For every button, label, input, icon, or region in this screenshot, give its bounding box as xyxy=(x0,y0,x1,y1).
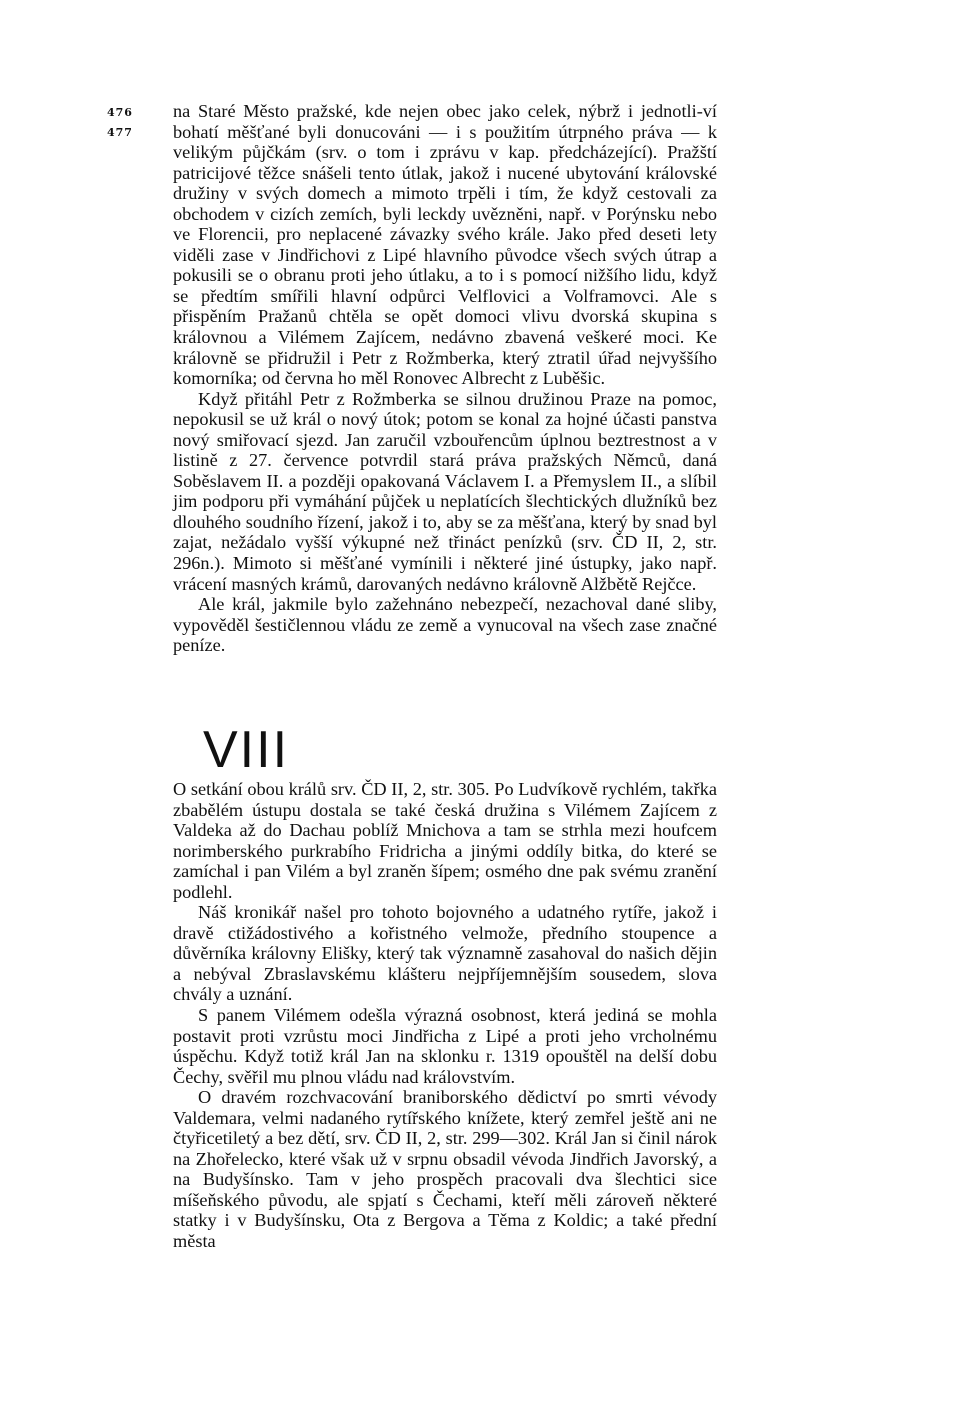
chapter-heading: VIII xyxy=(203,721,290,779)
margin-page-ref: 476 xyxy=(107,106,133,119)
paragraph: Náš kronikář našel pro tohoto bojovného a udatného rytíře, jakož i dravě ctižádostivého a kořistného velmože, předního stoupence a důvěrníka královny Elišky, který tak významně zasahoval do našich dějin a nebýval Zbraslavskému klášteru nejpříjemnějším sousedem, slova chvály a uznání. xyxy=(173,902,717,1005)
body-text-before-heading xyxy=(173,101,717,656)
margin-page-ref: 477 xyxy=(107,126,133,139)
body-text-after-heading xyxy=(173,779,717,1252)
paragraph: S panem Vilémem odešla výrazná osobnost, která jediná se mohla postavit proti vzrůstu moci Jindřicha z Lipé a proti jeho vrcholnému úspěchu. Když totiž král Jan na sklonku r. 1319 opouštěl na delší dobu Čechy, svěřil mu plnou vládu nad královstvím. xyxy=(173,1005,717,1087)
paragraph: Když přitáhl Petr z Rožmberka se silnou družinou Praze na pomoc, nepokusil se už král o nový útok; potom se konal za hojné účasti panstva nový smiřovací sjezd. Jan zaručil vzbouřencům úplnou beztrestnost a v listině z 27. července potvrdil stará práva pražských Němců, daná Soběslavem II. a později opakovaná Václavem I. a Přemyslem II., a slíbil jim podporu při vymáhání půjček u neplatících šlechtických dlužníků bez dlouhého soudního řízení, jakož i to, aby se za měšťana, který by snad byl zajat, nežádalo vyšší výkupné než třináct penízků (srv. ČD II, 2, str. 296n.). Mimoto si měšťané vymínili i některé jiné ústupky, jako např. vrácení masných krámů, darovaných nedávno královně Alžbětě Rejčce. xyxy=(173,388,717,594)
margin-page-references xyxy=(107,103,155,143)
paragraph: na Staré Město pražské, kde nejen obec jako celek, nýbrž i jednotli-ví bohatí měšťané byli donucováni — i s použitím útrpného práva — k velikým půjčkám (srv. o tom i zprávu v kap. předcházející). Pražští patricijové těžce snášeli tento útlak, jakož i nucené ubytování královské družiny v svých domech a mimoto trpěli i tím, že když cestovali za obchodem v cizích zemích, byli leckdy uvězněni, např. v Porýnsku nebo ve Florencii, pro neplacené závazky svého krále. Jako před deseti lety viděli zase v Jindřichovi z Lipé hlavního původce všech svých útrap a pokusili se o obranu proti jeho útlaku, a to i s pomocí nižšího lidu, když se předtím smířili hlavní odpůrci Velflovici a Volframovci. Ale s přispěním Pražanů chtěla se opět domoci vlivu dvorská skupina s královnou a Vilémem Zajícem, nedávno zbavená veškeré moci. Ke královně se přidružil i Petr z Rožmberka, který ztratil úřad nejvyššího komorníka; od června ho měl Ronovec Albrecht z Luběšic. xyxy=(173,101,717,389)
paragraph: O dravém rozchvacování braniborského dědictví po smrti vévody Valdemara, velmi nadaného rytířského knížete, který zemřel ještě ani ne čtyřicetiletý a bez dětí, srv. ČD II, 2, str. 299—302. Král Jan si činil nárok na Zhořelecko, které však už v srpnu obsadil vévoda Jindřich Javorský, a na Budyšínsko. Tam v jeho prospěch pracovali dva šlechtici sice míšeňského původu, ale spjatí s Čechami, kteří měli zároveň některé statky i v Budyšínsku, Ota z Bergova a Těma z Koldic; a také přední města xyxy=(173,1087,717,1252)
paragraph: O setkání obou králů srv. ČD II, 2, str. 305. Po Ludvíkově rychlém, takřka zbabělém ústupu dostala se také česká družina s Vilémem Zajícem z Valdeka až do Dachau poblíž Mnichova a tam se strhla mezi houfcem norimberského purkrabího Fridricha a jinými oddíly bitka, do které se zamíchal i pan Vilém a byl zraněn šípem; osmého dne pak svému zranění podlehl. xyxy=(173,779,717,902)
paragraph: Ale král, jakmile bylo zažehnáno nebezpečí, nezachoval dané sliby, vypověděl šestičlennou vládu ze země a vynucoval na všech zase značné peníze. xyxy=(173,594,717,656)
